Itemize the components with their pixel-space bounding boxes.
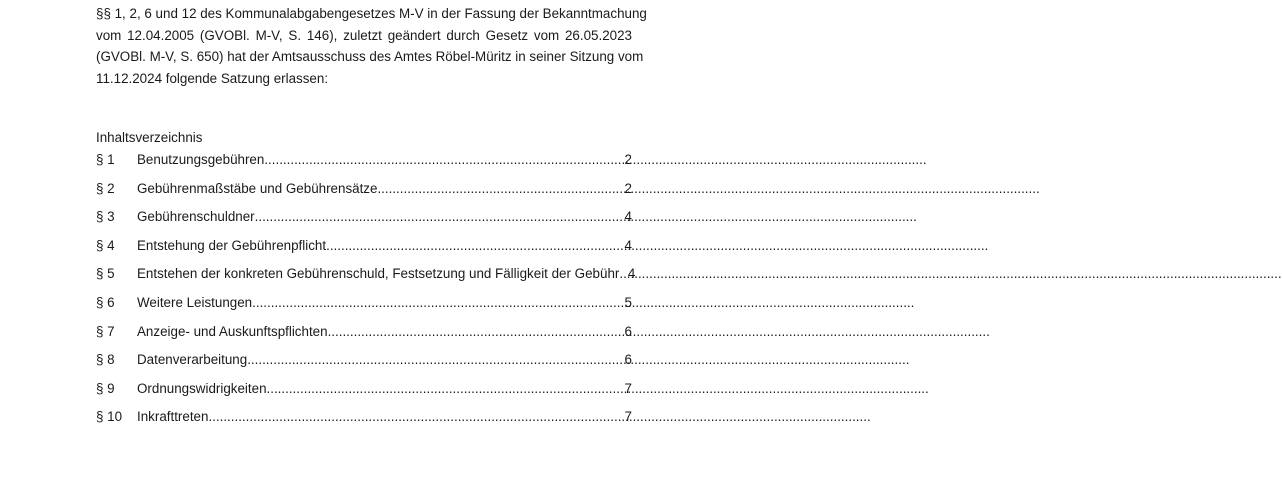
preamble-paragraph — [96, 3, 647, 90]
toc-entry[interactable] — [96, 294, 632, 323]
toc-entry-number: § 9 — [96, 380, 115, 396]
preamble-line: vom 12.04.2005 (GVOBl. M-V, S. 146), zuletzt geändert durch Gesetz vom 26.05.2023 — [96, 27, 632, 43]
toc-entry-page: 5 — [624, 294, 632, 310]
toc-entry-page: 7 — [624, 380, 632, 396]
toc-entry[interactable] — [96, 380, 632, 409]
preamble-line: §§ 1, 2, 6 und 12 des Kommunalabgabengesetzes M-V in der Fassung der Bekanntmachung — [96, 6, 647, 21]
toc-entry-title: Entstehung der Gebührenpflicht — [137, 237, 327, 253]
toc-entry[interactable] — [96, 208, 632, 237]
toc-entry-title: Datenverarbeitung — [137, 352, 248, 368]
toc-entry-number: § 1 — [96, 152, 115, 167]
toc-entry-page: 4 — [624, 237, 632, 253]
toc-entry-number: § 3 — [96, 209, 115, 225]
toc-entry-number: § 8 — [96, 352, 115, 368]
toc-entry-number: § 2 — [96, 180, 115, 196]
toc-entry-page: 4 — [624, 209, 632, 225]
toc-entry[interactable] — [96, 323, 632, 352]
toc-dot-leader — [247, 351, 620, 369]
toc-entry-page: 2 — [624, 152, 632, 167]
toc-entry-page: 6 — [624, 352, 632, 368]
toc-entry-number: § 4 — [96, 237, 115, 253]
toc-dot-leader — [208, 408, 620, 426]
toc-entry-title: Weitere Leistungen — [137, 294, 253, 310]
toc-entry-page: 7 — [624, 409, 632, 425]
preamble-line: 11.12.2024 folgende Satzung erlassen: — [96, 71, 329, 87]
toc-entry-number: § 7 — [96, 323, 115, 339]
toc-entry-title: Gebührenschuldner — [137, 209, 255, 225]
toc-entry-page: 6 — [624, 323, 632, 339]
toc-dot-leader — [264, 151, 620, 169]
toc-entry-title: Inkrafttreten — [137, 409, 209, 425]
toc-entry[interactable] — [96, 180, 632, 209]
table-of-contents — [96, 151, 636, 437]
preamble-line: (GVOBl. M-V, S. 650) hat der Amtsausschuss des Amtes Röbel-Müritz in seiner Sitzung vom — [96, 49, 644, 65]
toc-dot-leader — [328, 323, 620, 341]
toc-dot-leader — [326, 237, 620, 255]
toc-dot-leader — [267, 380, 620, 398]
toc-entry-number: § 6 — [96, 294, 115, 310]
toc-dot-leader — [377, 180, 620, 198]
toc-dot-leader — [252, 294, 620, 312]
toc-entry-title: Benutzungsgebühren — [137, 152, 265, 167]
toc-entry[interactable] — [96, 151, 632, 180]
toc-entry-title: Gebührenmaßstäbe und Gebührensätze — [137, 180, 378, 196]
toc-entry[interactable] — [96, 237, 632, 266]
toc-heading: Inhaltsverzeichnis — [96, 130, 203, 145]
toc-dot-leader — [255, 208, 620, 226]
toc-entry-page: 2 — [624, 180, 632, 196]
toc-entry-number: § 10 — [96, 409, 123, 425]
toc-entry-title: Entstehen der konkreten Gebührenschuld, Festsetzung und Fälligkeit der Gebühr — [137, 266, 620, 282]
toc-entry-page: 4 — [627, 266, 636, 282]
toc-entry-number: § 5 — [96, 266, 115, 282]
toc-entry[interactable] — [96, 265, 636, 294]
toc-entry-title: Ordnungswidrigkeiten — [137, 380, 267, 396]
toc-entry[interactable] — [96, 351, 632, 380]
toc-entry-title: Anzeige- und Auskunftspflichten — [137, 323, 328, 339]
toc-entry[interactable] — [96, 408, 632, 437]
